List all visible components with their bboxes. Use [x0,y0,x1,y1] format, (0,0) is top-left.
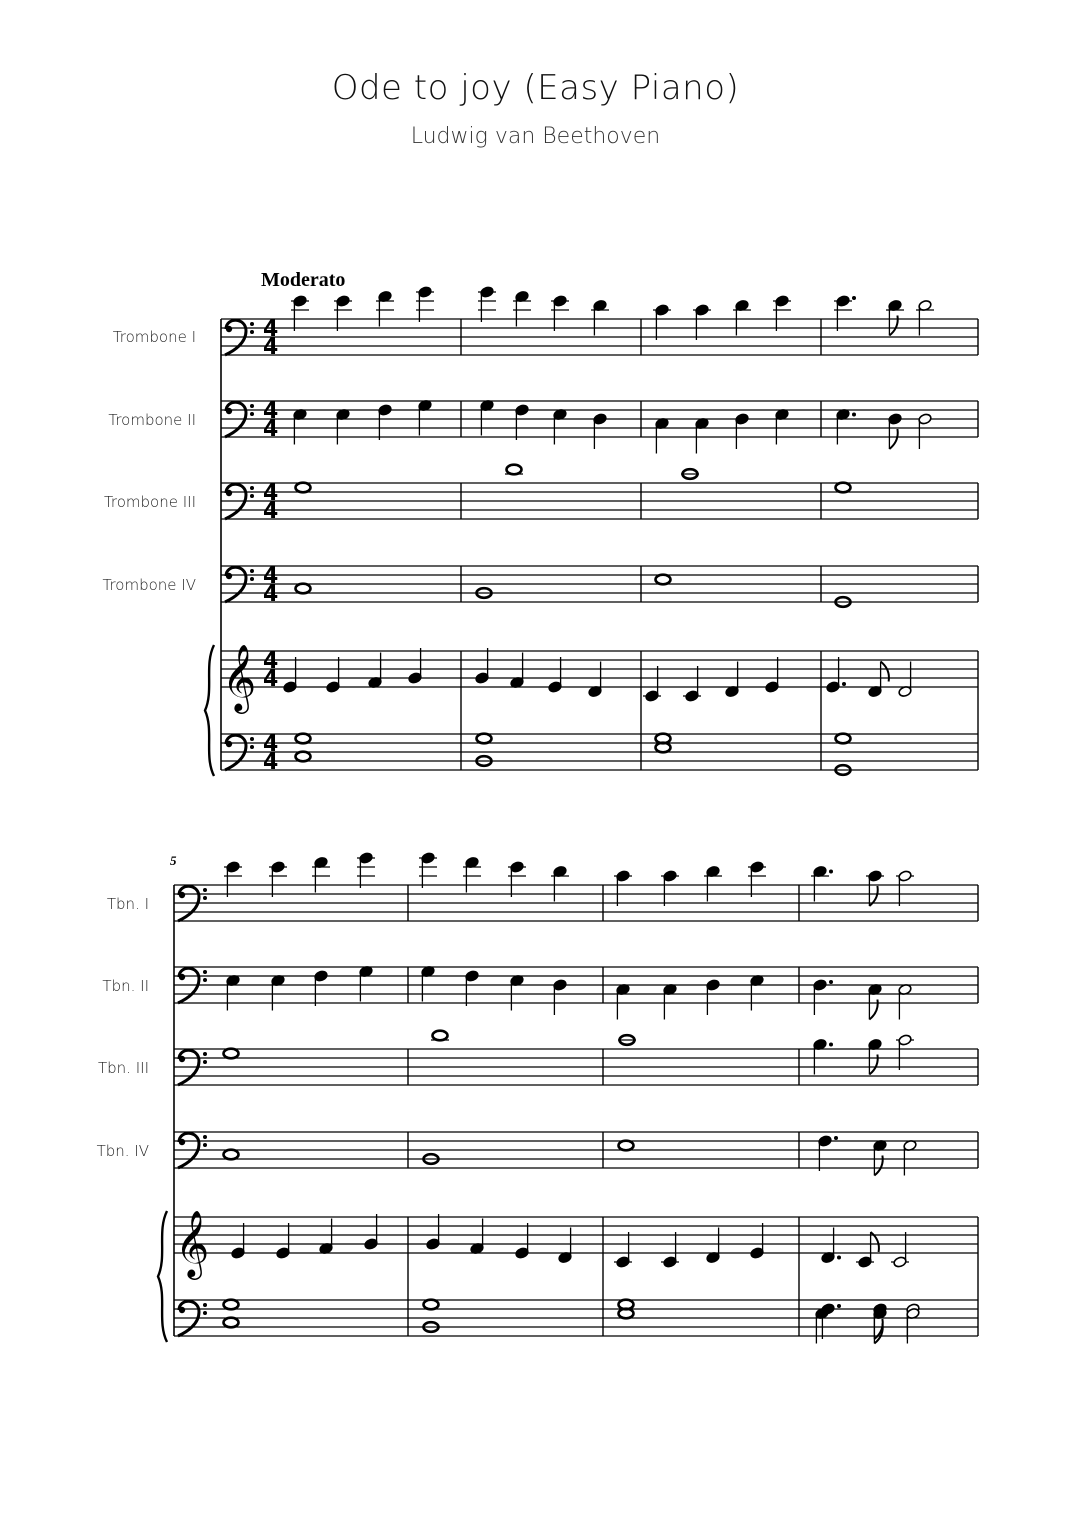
whole-note [296,584,311,594]
bass-clef-dot [226,741,232,747]
whole-note [507,465,522,475]
staff-label-trombone-3: Trombone III [103,493,196,511]
bass-clef-dot [250,322,254,326]
whole-note [477,734,492,744]
bass-clef-icon [178,968,199,1003]
augmentation-dot [829,980,833,984]
whole-note [224,1318,239,1328]
time-signature-denominator: 4 [263,499,279,524]
bass-clef-dot [250,569,254,573]
composer-name: Ludwig van Beethoven [410,124,661,149]
bass-clef-icon [225,402,246,437]
bass-clef-icon [178,1050,199,1085]
whole-note [836,734,851,744]
bass-clef-dot [203,1311,207,1315]
bass-clef-dot [179,1056,185,1062]
time-signature-denominator: 4 [263,417,279,442]
piano-brace [205,645,214,776]
augmentation-dot [834,1136,838,1140]
augmentation-dot [842,682,846,686]
time-signature-numerator: 4 [263,317,279,342]
whole-note [224,1049,239,1059]
augmentation-dot [837,1304,841,1308]
treble-clef-icon: 𝄞 [175,1209,210,1277]
bass-clef-dot [226,490,232,496]
bass-clef-dot [226,326,232,332]
bass-clef-dot [250,412,254,416]
staff-label-tbn-1: Tbn. I [106,895,149,913]
bass-clef-dot [203,1052,207,1056]
bass-clef-icon [225,735,246,770]
staff-label-trombone-1: Trombone I [112,328,196,346]
whole-note [433,1031,448,1041]
treble-clef-icon: 𝄞 [222,643,257,711]
bass-clef-icon [178,1133,199,1168]
time-signature-denominator: 4 [263,335,279,360]
piano-brace [158,1211,167,1342]
eighth-flag [889,429,897,449]
augmentation-dot [829,1043,833,1047]
measure-number: 5 [170,853,177,868]
bass-clef-icon [225,567,246,602]
time-signature-denominator: 4 [263,750,279,775]
staff-label-trombone-2: Trombone II [108,411,196,429]
whole-note [424,1300,439,1310]
bass-clef-dot [203,896,207,900]
bass-clef-dot [250,577,254,581]
augmentation-dot [829,870,833,874]
whole-note [619,1141,634,1151]
bass-clef-dot [203,1303,207,1307]
bass-clef-dot [203,888,207,892]
bass-clef-dot [203,1060,207,1064]
tempo-marking: Moderato [261,269,346,291]
staff-label-tbn-3: Tbn. III [98,1059,149,1077]
whole-note [836,483,851,493]
bass-clef-dot [226,573,232,579]
bass-clef-dot [179,1307,185,1313]
time-signature-numerator: 4 [263,399,279,424]
whole-note [656,575,671,585]
bass-clef-dot [226,408,232,414]
bass-clef-icon [225,320,246,355]
augmentation-dot [852,413,856,417]
whole-note [296,734,311,744]
time-signature-numerator: 4 [263,649,279,674]
whole-note [224,1300,239,1310]
time-signature-denominator: 4 [263,667,279,692]
whole-note [224,1150,239,1160]
bass-clef-dot [203,1135,207,1139]
bass-clef-icon [178,1301,199,1336]
staff-label-tbn-2: Tbn. II [102,977,149,995]
bass-clef-dot [203,970,207,974]
bass-clef-dot [203,1143,207,1147]
bass-clef-dot [250,486,254,490]
bass-clef-dot [179,974,185,980]
staff-label-trombone-4: Trombone IV [102,576,196,594]
bass-clef-dot [250,494,254,498]
time-signature-numerator: 4 [263,732,279,757]
augmentation-dot [837,1256,841,1260]
bass-clef-dot [203,978,207,982]
bass-clef-dot [179,1139,185,1145]
bass-clef-icon [225,484,246,519]
bass-clef-dot [250,745,254,749]
time-signature-denominator: 4 [263,582,279,607]
bass-clef-dot [250,404,254,408]
staff-label-tbn-4: Tbn. IV [96,1142,149,1160]
whole-note [296,752,311,762]
bass-clef-dot [179,892,185,898]
time-signature-numerator: 4 [263,564,279,589]
bass-clef-dot [250,737,254,741]
bass-clef-dot [250,330,254,334]
bass-clef-icon [178,886,199,921]
whole-note [296,483,311,493]
time-signature-numerator: 4 [263,481,279,506]
score-title: Ode to joy (Easy Piano) [331,68,740,108]
augmentation-dot [852,296,856,300]
